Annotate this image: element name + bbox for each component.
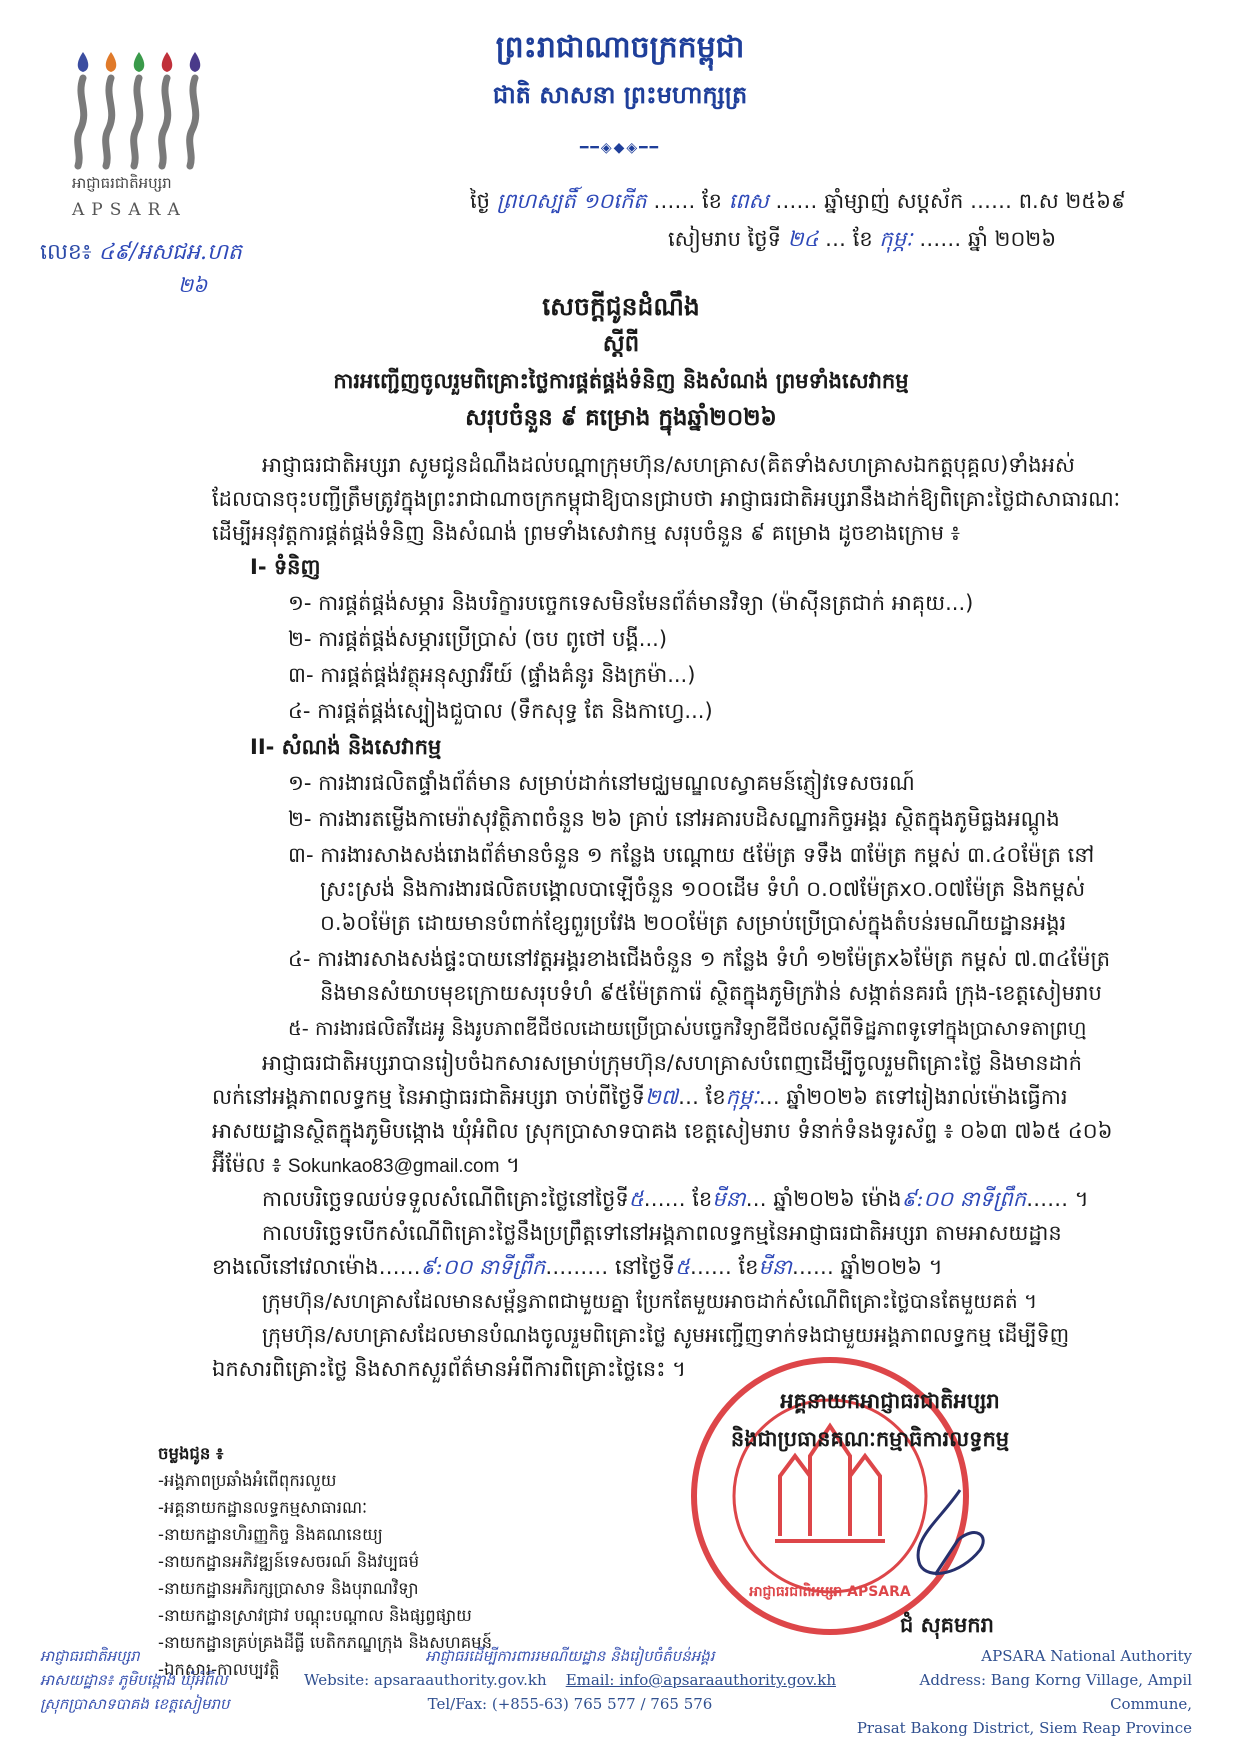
- works-item-cont: ស្រះស្រង់ និងការងារផលិតបង្គោលបាឡើចំនួន ១០០ដើម ទំហំ ០.០៧ម៉ែត្រx០.០៧ម៉ែត្រ និងកម្ពស់: [320, 877, 1086, 901]
- docs-start-month: កុម្ភៈ: [725, 1085, 759, 1109]
- intro-line-2: ដែលបានចុះបញ្ជីត្រឹមត្រូវក្នុងព្រះរាជាណាចក្រកម្ពុជាឱ្យបានជ្រាបថា អាជ្ញាធរជាតិអប្សរានឹងដាក់ឱ្យពិគ្រោះថ្លៃជាសាធារណៈ: [212, 487, 1121, 511]
- works-item: ៣- ការងារសាងសង់រោងព័ត៌មានចំនួន ១ កន្លែង បណ្តោយ ៥ម៉ែត្រ ទទឹង ៣ម៉ែត្រ កម្ពស់ ៣.៤០ម៉ែត្រ នៅ: [288, 843, 1095, 867]
- ornament-divider: ━━◈◆◈━━: [579, 140, 660, 156]
- cc-item: -នាយកដ្ឋានគ្រប់គ្រងដីធ្លី បេតិកភណ្ឌក្រុង និងសហគមន៍: [158, 1633, 493, 1652]
- footer-telfax: Tel/Fax: (+855-63) 765 577 / 765 576: [427, 1695, 713, 1713]
- solar-day: ២៤: [787, 227, 819, 251]
- logo-org-kh: អាជ្ញាធរជាតិអប្សរា: [72, 174, 172, 192]
- title-subject: ការអញ្ជើញចូលរួមពិគ្រោះថ្លៃការផ្គត់ផ្គង់ទំនិញ និងសំណង់ ព្រមទាំងសេវាកម្ម: [333, 369, 909, 393]
- goods-item: ៣- ការផ្គត់ផ្គង់វត្ថុអនុស្សាវរីយ៍ (ផ្ទាំងគំនូរ និងក្រម៉ា...): [288, 663, 696, 687]
- signatory-title-2: និងជាប្រធានគណៈកម្មាធិការលទ្ធកម្ម: [730, 1427, 1010, 1451]
- opening-day: ៥: [674, 1255, 690, 1279]
- stamp-text: អាជ្ញាធរជាតិអប្សរា APSARA: [749, 1584, 911, 1600]
- contact-email-link[interactable]: Sokunkao83@gmail.com: [287, 1156, 500, 1177]
- cc-item: -អង្គភាពប្រឆាំងអំពើពុករលួយ: [158, 1471, 337, 1490]
- intro-line-1: អាជ្ញាធរជាតិអប្សរា សូមជូនដំណឹងដល់បណ្តាក្រុមហ៊ុន/សហគ្រាស(គិតទាំងសហគ្រាសឯកត្តបុគ្គល)ទាំងអស់: [262, 453, 1075, 477]
- logo-org-en: APSARA: [72, 200, 187, 220]
- lunar-day: ព្រហស្បតិ៍ ១០កើត: [496, 189, 647, 213]
- solar-month: កុម្ភៈ: [879, 227, 913, 251]
- works-item: ១- ការងារផលិតផ្ទាំងព័ត៌មាន សម្រាប់ដាក់នៅមជ្ឈមណ្ឌលស្វាគមន៍ភ្ញៀវទេសចរណ៍: [288, 771, 915, 795]
- solar-date-line: សៀមរាប ថ្ងៃទី ២៤ … ខែ កុម្ភៈ …… ឆ្នាំ ២០២៦: [668, 227, 1057, 251]
- reference-label: លេខ៖: [40, 240, 92, 265]
- deadline-line: កាលបរិច្ឆេទឈប់ទទួលសំណើពិគ្រោះថ្លៃនៅថ្ងៃទី៥…… ខែមីនា… ឆ្នាំ២០២៦ ម៉ោង៩:០០ នាទីព្រឹក…… ។: [262, 1187, 1089, 1211]
- footer-right: APSARA National Authority Address: Bang Korng Village, Ampil Commune, Prasat Bakong District, Siem Reap Province: [856, 1647, 1192, 1737]
- contact-line-2: ឯកសារពិគ្រោះថ្លៃ និងសាកសួរព័ត៌មានអំពីការពិគ្រោះថ្លៃនេះ ។: [212, 1357, 686, 1381]
- goods-item: ២- ការផ្គត់ផ្គង់សម្ភារប្រើប្រាស់ (ចប ពូថៅ បង្គី...): [288, 627, 668, 651]
- deadline-month: មីនា: [712, 1187, 746, 1211]
- works-item: ២- ការងារតម្លើងកាមេរ៉ាសុវត្ថិភាពចំនួន ២៦ គ្រាប់ នៅអគារបដិសណ្ឋារកិច្ចអង្គរ ស្ថិតក្នុងភូមិធ្លងអណ្តូង: [288, 807, 1060, 831]
- opening-month: មីនា: [758, 1255, 792, 1279]
- opening-line-1: កាលបរិច្ឆេទបើកសំណើពិគ្រោះថ្លៃនឹងប្រព្រឹត្តទៅនៅអង្គភាពលទ្ធកម្មនៃអាជ្ញាធរជាតិអប្សរា តាមអាសយដ្ឋាន: [262, 1221, 1062, 1245]
- lunar-date-line: ថ្ងៃ ព្រហស្បតិ៍ ១០កើត …… ខែ ពេស …… ឆ្នាំម្សាញ់ សប្តស័ក …… ព.ស ២៥៦៩: [470, 189, 1126, 213]
- handwritten-signature: [840, 1480, 1040, 1590]
- intro-line-3: ដើម្បីអនុវត្តការផ្គត់ផ្គង់ទំនិញ និងសំណង់ ព្រមទាំងសេវាកម្ម សរុបចំនួន ៩ គម្រោង ដូចខាងក្រោម ៖: [212, 521, 960, 545]
- cc-item: -ឯកសារ-កាលប្បវត្តិ: [158, 1660, 280, 1679]
- title-subject-count: សរុបចំនួន ៩ គម្រោង ក្នុងឆ្នាំ២០២៦: [465, 405, 777, 431]
- lunar-month: ពេស: [728, 189, 769, 213]
- cc-item: -នាយកដ្ឋានហិរញ្ញកិច្ច និងគណនេយ្យ: [158, 1525, 383, 1544]
- footer-left: អាជ្ញាធរជាតិអប្សរា អាសយដ្ឋាន៖ ភូមិបង្កោង ឃុំអំពិល ស្រុកប្រាសាទបាគង ខេត្តសៀមរាប: [40, 1647, 230, 1713]
- deadline-day: ៥: [628, 1187, 644, 1211]
- footer-center: [300, 1644, 840, 1716]
- goods-item: ៤- ការផ្គត់ផ្គង់ស្បៀងជួបាល (ទឹកសុទ្ធ តែ និងកាហ្វេ...): [288, 699, 713, 723]
- title-about: ស្តីពី: [602, 331, 640, 357]
- section-works-heading: II- សំណង់ និងសេវាកម្ម: [250, 735, 442, 759]
- works-item: ៥- ការងារផលិតវីដេអូ និងរូបភាពឌីជីថលដោយប្រើប្រាស់បច្ចេកវិទ្យាឌីជីថលស្តីពីទិដ្ឋភាពទូទៅក្នុងប្រាសាទតាព្រហ្ម: [288, 1017, 1087, 1040]
- works-item-cont: និងមានសំយាបមុខក្រោយសរុបទំហំ ៩៥ម៉ែត្រការ៉េ ស្ថិតក្នុងភូមិក្រវ៉ាន់ សង្កាត់នគរធំ ក្រុង-ខេត្តសៀមរាប: [320, 981, 1102, 1005]
- opening-time: ៩:០០ នាទីព្រឹក: [420, 1255, 546, 1279]
- reference-suffix: ២៦: [178, 273, 208, 297]
- email-line: អ៊ីម៉ែល ៖ Sokunkao83@gmail.com ។: [212, 1153, 520, 1177]
- buddhist-era: ព.ស ២៥៦៩: [1018, 189, 1126, 213]
- goods-item: ១- ការផ្គត់ផ្គង់សម្ភារ និងបរិក្ខារបច្ចេកទេសមិនមែនព័ត៌មានវិទ្យា (ម៉ាស៊ីនត្រជាក់ អាគុយ...): [288, 591, 974, 615]
- one-bid-rule: ក្រុមហ៊ុន/សហគ្រាសដែលមានសម្ព័ន្ធភាពជាមួយគ្នា ប្រែកតែមួយអាចដាក់សំណើពិគ្រោះថ្លៃបានតែមួយគត់ ។: [262, 1289, 1038, 1313]
- contact-line-1: ក្រុមហ៊ុន/សហគ្រាសដែលមានបំណងចូលរួមពិគ្រោះថ្លៃ សូមអញ្ជើញទាក់ទងជាមួយអង្គភាពលទ្ធកម្ម ដើម្បីទិញ: [262, 1323, 1070, 1347]
- signatory-title-1: អគ្គនាយកអាជ្ញាធរជាតិអប្សរា: [780, 1389, 1000, 1413]
- cc-item: -អគ្គនាយកដ្ឋានលទ្ធកម្មសាធារណៈ: [158, 1498, 368, 1517]
- cc-item: -នាយកដ្ឋានអភិវឌ្ឍន៍ទេសចរណ៍ និងវប្បធម៌: [158, 1552, 420, 1571]
- deadline-time: ៩:០០ នាទីព្រឹក: [901, 1187, 1027, 1211]
- section-goods-heading: I- ទំនិញ: [250, 555, 321, 579]
- cc-heading: ចម្លងជូន ៖: [158, 1444, 224, 1463]
- docs-start-day: ២៧: [644, 1085, 678, 1109]
- works-item-cont: ០.៦០ម៉ែត្រ ដោយមានបំពាក់ខ្សែពួរប្រវែង ២០០ម៉ែត្រ សម្រាប់ប្រើប្រាស់ក្នុងតំបន់រមណីយដ្ឋានអង្គរ: [320, 911, 1067, 935]
- document-title: សេចក្តីជូនដំណឹង: [542, 292, 700, 321]
- docs-line-1: អាជ្ញាធរជាតិអប្សរាបានរៀបចំឯកសារសម្រាប់ក្រុមហ៊ុន/សហគ្រាសបំពេញដើម្បីចូលរួមពិគ្រោះថ្លៃ និងមានដាក់: [262, 1051, 1082, 1075]
- footer-email-link[interactable]: Email: info@apsaraauthority.gov.kh: [565, 1671, 836, 1689]
- cc-item: -នាយកដ្ឋានស្រាវជ្រាវ បណ្តុះបណ្តាល និងផ្សព្វផ្សាយ: [158, 1606, 472, 1625]
- signatory-name: ជំ សុគមករា: [900, 1613, 994, 1637]
- docs-line-3: អាសយដ្ឋានស្ថិតក្នុងភូមិបង្កោង ឃុំអំពិល ស្រុកប្រាសាទបាគង ខេត្តសៀមរាប ទំនាក់ទំនងទូរស័ព្ទ ៖ ០៦៣ ៧៦៥ ៤០៦: [212, 1119, 1113, 1143]
- opening-line-2: ខាងលើនៅវេលាម៉ោង……៩:០០ នាទីព្រឹក……… នៅថ្ងៃទី៥…… ខែមីនា…… ឆ្នាំ២០២៦ ។: [212, 1255, 943, 1279]
- reference-value: ៤៩/អសជអ.ហត: [98, 240, 242, 265]
- docs-line-2: លក់នៅអង្គភាពលទ្ធកម្ម នៃអាជ្ញាធរជាតិអប្សរា ចាប់ពីថ្ងៃទី២៧… ខែកុម្ភៈ… ឆ្នាំ២០២៦ តទៅរៀងរាល់ម៉ោងធ្វើការ: [212, 1085, 1068, 1109]
- motto-heading: ជាតិ សាសនា ព្រះមហាក្សត្រ: [492, 81, 748, 109]
- kingdom-heading: ព្រះរាជាណាចក្រកម្ពុជា: [495, 30, 745, 65]
- works-item: ៤- ការងារសាងសង់ផ្ទះបាយនៅវត្តអង្គរខាងជើងចំនួន ១ កន្លែង ទំហំ ១២ម៉ែត្រx៦ម៉ែត្រ កម្ពស់ ៧.៣៤ម៉ែត្រ: [288, 947, 1111, 971]
- footer-website-link[interactable]: Website: apsaraauthority.gov.kh: [304, 1671, 547, 1689]
- cc-item: -នាយកដ្ឋានអភិរក្សប្រាសាទ និងបុរាណវិទ្យា: [158, 1579, 419, 1598]
- footer-center-title: អាជ្ញាធរដើម្បីការពាររមណីយដ្ឋាន និងរៀបចំតំបន់អង្គរ: [425, 1647, 715, 1665]
